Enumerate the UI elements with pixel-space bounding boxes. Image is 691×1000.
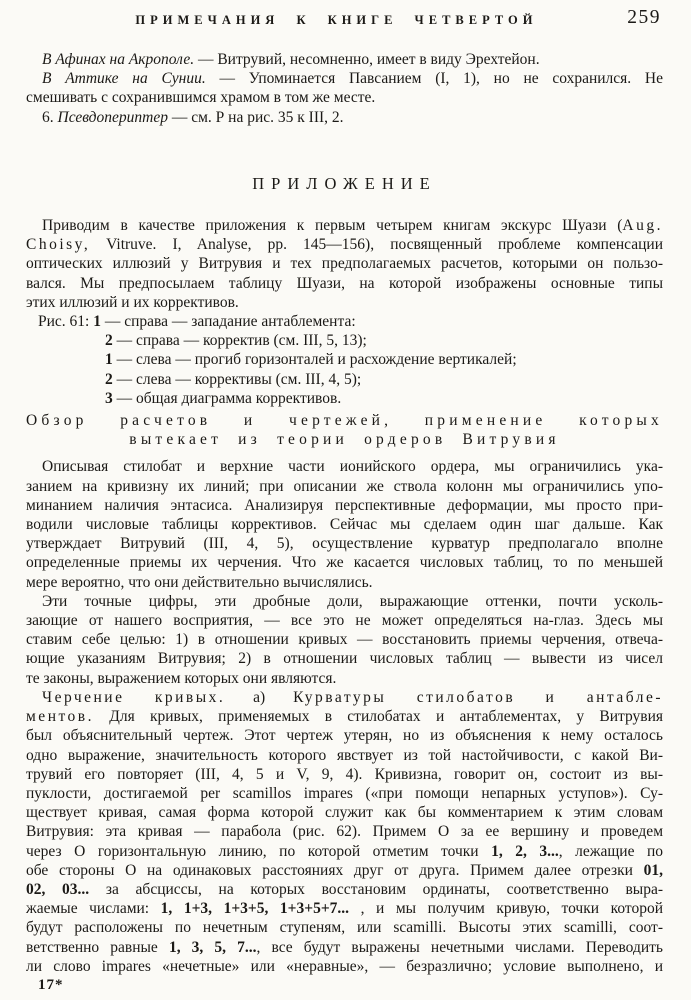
appendix-title xyxy=(26,174,663,193)
text-line xyxy=(26,938,663,957)
text-line xyxy=(26,803,663,822)
paragraph-precise-figures xyxy=(26,592,663,688)
text-segment: определенные приемы их черчения. Что же касается числовых таблиц, то по меньшей xyxy=(26,554,663,572)
appendix-intro-paragraph xyxy=(26,216,663,312)
text-line xyxy=(26,765,663,784)
text-line xyxy=(38,312,663,331)
text-line xyxy=(26,630,663,649)
text-segment: минанием наличия энтасиса. Анализируя перспективные деформации, мы просто при- xyxy=(26,496,663,514)
text-segment: жаемые числами: xyxy=(26,900,161,918)
text-line xyxy=(26,649,663,668)
text-segment: через О горизонтальную линию, по которой отметим точки xyxy=(26,842,492,860)
text-line xyxy=(26,592,663,611)
text-segment: ставим себе целью: 1) в отношении кривых — восстановить приемы черчения, отвеча- xyxy=(26,631,663,649)
text-segment: 6. xyxy=(42,108,58,126)
text-line xyxy=(26,50,663,69)
text-line xyxy=(26,411,663,430)
text-segment: Черчение кривых. xyxy=(42,688,226,706)
text-line xyxy=(26,534,663,553)
text-segment: 1, 3, 5, 7... xyxy=(168,938,257,956)
text-line xyxy=(105,370,663,389)
text-segment: а) xyxy=(225,688,294,706)
text-segment: оптических иллюзий у Витрувия и тех предполагаемых расчетов, которыми он пользо- xyxy=(26,255,663,273)
text-segment: этих иллюзий и их коррективов. xyxy=(26,293,239,311)
text-segment: те законы, выражением которых они являются. xyxy=(26,669,337,687)
text-line xyxy=(26,842,663,861)
text-segment: 1, 2, 3... xyxy=(491,842,559,860)
paragraph-drawing-curves xyxy=(26,688,663,976)
text-segment: ПРИЛОЖЕНИЕ xyxy=(252,173,437,193)
text-segment: Для кривых, применяемых в стилобатах и антаблементах, у Витрувия xyxy=(94,708,663,726)
text-segment: Рис. 61: xyxy=(38,313,94,331)
text-segment: Псевдопериптер xyxy=(57,108,168,126)
text-line xyxy=(26,707,663,726)
text-segment: ли слово impares «нечетные» или «неравные», — безразлично; условие выполнено, и xyxy=(26,957,663,975)
text-line xyxy=(26,274,663,293)
text-line xyxy=(26,746,663,765)
text-segment: В Аттике на Сунии. xyxy=(42,70,206,88)
text-line xyxy=(105,389,663,408)
text-segment: 2 xyxy=(105,332,113,350)
text-segment: утверждает Витрувий (III, 4, 5), осуществление курватур предполагало вполне xyxy=(26,535,663,553)
text-segment: Курватуры стилобатов и антабле- xyxy=(293,688,663,706)
text-segment: обе стороны О на одинаковых расстояниях друг от друга. Примем далее отрезки xyxy=(26,861,644,879)
paragraph-stylobate xyxy=(26,457,663,591)
text-line xyxy=(26,515,663,534)
text-line xyxy=(26,108,663,127)
text-segment: ющие указаниям Витрувия; 2) в отношении числовых таблиц — вывести из чисел xyxy=(26,650,663,668)
text-segment: будут расположены по нечетным ступеням, или scamilli. Высоты этих scamilli, соот- xyxy=(26,919,663,937)
text-segment: ществует кривая, самая форма которой служит как бы комментарием к этим словам xyxy=(26,804,663,822)
text-line xyxy=(105,331,663,350)
text-segment: — см. Р на рис. 35 к III, 2. xyxy=(167,108,344,126)
text-line xyxy=(26,293,663,312)
text-segment: Aug. xyxy=(622,217,663,235)
figure-61-caption-list xyxy=(26,312,663,408)
page-body xyxy=(26,50,663,976)
text-line xyxy=(26,88,663,107)
section-heading-survey xyxy=(26,411,663,449)
text-segment: , лежащие по xyxy=(558,842,664,860)
text-line xyxy=(26,254,663,273)
text-line xyxy=(26,496,663,515)
text-segment: смешивать с сохранившимся храмом в том же месте. xyxy=(26,89,376,107)
text-line xyxy=(26,957,663,976)
text-segment: ментов. xyxy=(26,708,94,726)
text-segment: , все будут выражены нечетными числами. Переводить xyxy=(256,938,664,956)
text-segment: мере вероятно, что они действительно вычислялись. xyxy=(26,573,373,591)
text-line xyxy=(26,477,663,496)
text-segment: — слева — прогиб горизонталей и расхождение вертикалей; xyxy=(112,351,517,369)
text-segment: вытекает из теории ордеров Витрувия xyxy=(129,431,560,449)
text-segment: водили числовые таблицы коррективов. Сейчас мы сделаем один шаг дальше. Как xyxy=(26,516,663,534)
text-line xyxy=(26,235,663,254)
text-segment: Описывая стилобат и верхние части ионийского ордера, мы ограничились ука- xyxy=(42,458,663,476)
text-segment: занием на кривизну их линий; при описании же ствола колонн мы ограничились упо- xyxy=(26,477,663,495)
text-segment: Приводим в качестве приложения к первым четырем книгам экскурс Шуази ( xyxy=(42,217,623,235)
signature-mark: 17* xyxy=(38,976,64,993)
text-line xyxy=(26,553,663,572)
text-segment: одно выражение, значительность которого явствует из той настойчивости, с какой Ви- xyxy=(26,746,663,764)
text-line xyxy=(26,573,663,592)
running-head: ПРИМЕЧАНИЯ К КНИГЕ ЧЕТВЕРТОЙ xyxy=(135,13,538,27)
text-segment: Обзор расчетов и чертежей, применение которых xyxy=(26,412,663,430)
text-line xyxy=(105,350,663,369)
text-segment: В Афинах на Акрополе. xyxy=(42,51,195,68)
text-line xyxy=(26,69,663,88)
text-line xyxy=(26,899,663,918)
text-segment: — общая диаграмма коррективов. xyxy=(112,389,342,407)
text-segment: 01, xyxy=(643,861,663,879)
text-segment: Эти точные цифры, эти дробные доли, выражающие оттенки, почти усколь- xyxy=(42,592,663,610)
text-segment: Vitruve. I, Analyse, pp. 145—156), посвященный проблеме компенсации xyxy=(90,236,663,254)
text-segment: 02, 03... xyxy=(26,880,90,898)
text-segment: зающие от нашего восприятия, — все это не может определяться на-глаз. Здесь мы xyxy=(26,612,663,630)
text-segment: — слева — коррективы (см. III, 4, 5); xyxy=(112,370,362,388)
text-segment: трувий его повторяет (III, 4, 5 и V, 9, 4). Кривизна, говорит он, состоит из вы- xyxy=(26,765,663,783)
notes-to-book-four xyxy=(26,50,663,127)
text-line xyxy=(26,918,663,937)
text-segment: вался. Мы предпосылаем таблицу Шуази, на которой изображены основные типы xyxy=(26,274,663,292)
text-line xyxy=(26,430,663,449)
text-segment: 3 xyxy=(105,389,113,407)
text-segment: Choisy, xyxy=(26,236,91,254)
text-line xyxy=(26,861,663,880)
text-line xyxy=(26,216,663,235)
text-line xyxy=(26,726,663,745)
text-segment: 2 xyxy=(105,370,113,388)
page-number: 259 xyxy=(627,7,661,28)
text-line xyxy=(26,880,663,899)
text-segment: Витрувия: эта кривая — парабола (рис. 62). Примем О за ее вершину и проведем xyxy=(26,823,663,841)
text-line xyxy=(26,669,663,688)
text-segment: — Упоминается Павсанием (I, 1), но не сохранился. Не xyxy=(205,70,663,88)
text-segment: — справа — западание антаблемента: xyxy=(100,313,356,331)
text-line xyxy=(26,174,663,193)
text-segment: за абсциссы, на которых восстановим ординаты, соответственно выра- xyxy=(89,880,664,898)
text-line xyxy=(26,822,663,841)
page-header xyxy=(26,7,663,32)
text-line xyxy=(26,611,663,630)
text-segment: 1, 1+3, 1+3+5, 1+3+5+7... xyxy=(160,900,350,918)
text-line xyxy=(26,457,663,476)
text-segment: пуклости, достигаемой per scamillos impares («при помощи непарных уступов»). Су- xyxy=(26,784,663,802)
text-segment: 1 xyxy=(105,351,113,369)
text-segment: был объяснительный чертеж. Этот чертеж утерян, но из объяснения к нему осталось xyxy=(26,727,663,745)
text-line xyxy=(26,784,663,803)
text-line xyxy=(26,688,663,707)
text-segment: ветственно равные xyxy=(26,938,169,956)
text-segment: , и мы получим кривую, точки которой xyxy=(349,900,663,918)
text-segment: 1 xyxy=(93,313,101,331)
text-segment: — Витрувий, несомненно, имеет в виду Эрехтейон. xyxy=(194,51,540,68)
text-segment: — справа — корректив (см. III, 5, 13); xyxy=(112,332,367,350)
